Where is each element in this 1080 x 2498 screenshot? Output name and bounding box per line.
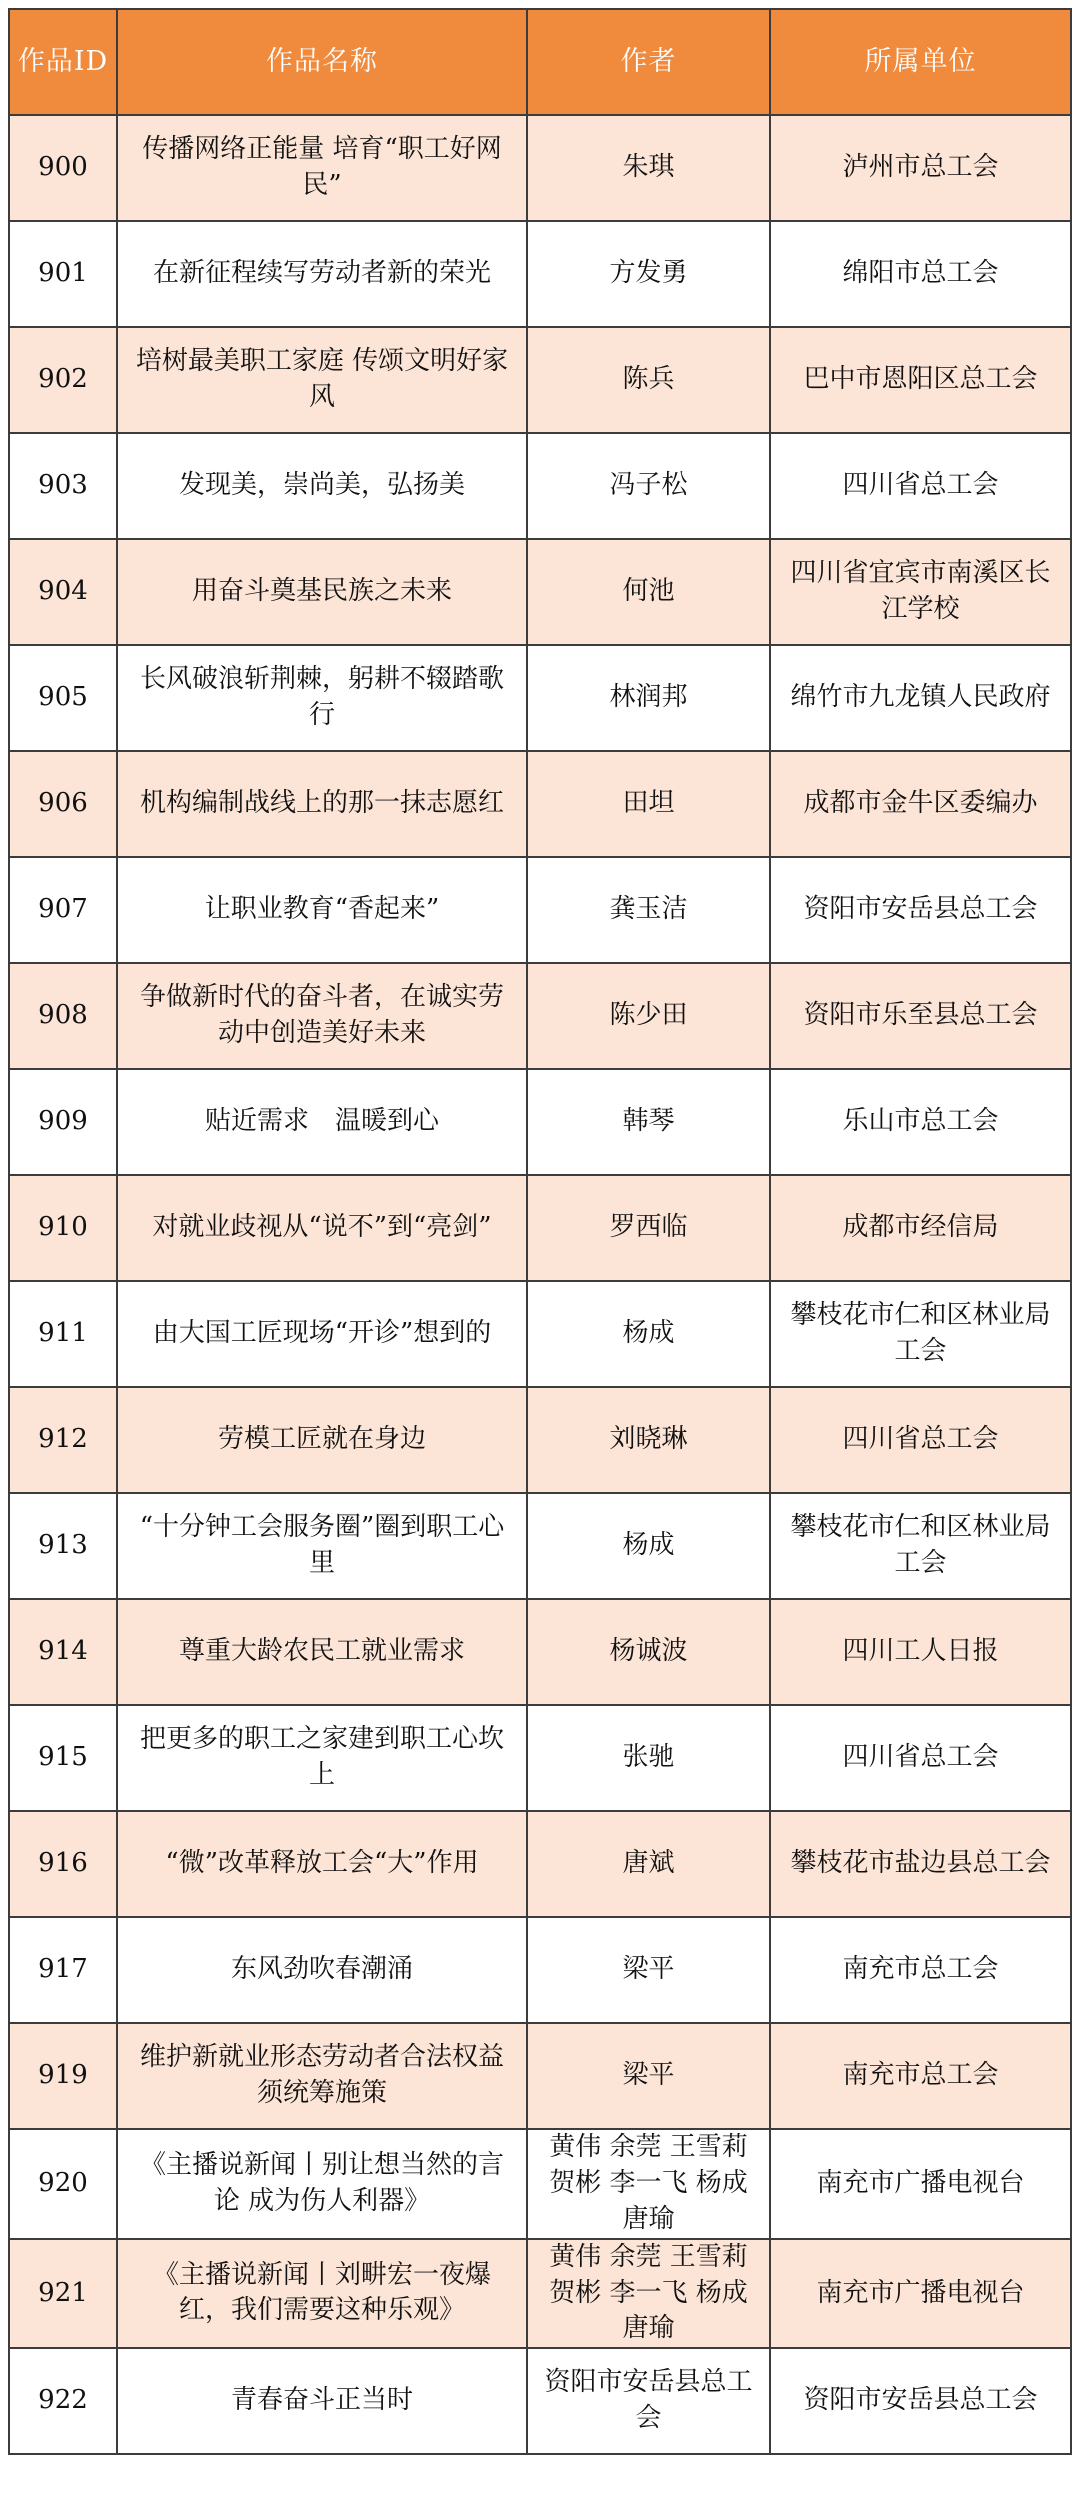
cell-title: 发现美，崇尚美，弘扬美	[117, 433, 527, 539]
cell-author: 韩琴	[527, 1069, 770, 1175]
header-author: 作者	[527, 9, 770, 115]
cell-unit: 资阳市乐至县总工会	[770, 963, 1071, 1069]
table-row	[9, 1705, 1071, 1811]
cell-id: 906	[9, 751, 117, 857]
table-row	[9, 1811, 1071, 1917]
table-row	[9, 1387, 1071, 1493]
cell-unit: 南充市总工会	[770, 1917, 1071, 2023]
header-title: 作品名称	[117, 9, 527, 115]
table-row	[9, 2239, 1071, 2349]
cell-title: 贴近需求 温暖到心	[117, 1069, 527, 1175]
cell-author: 朱琪	[527, 115, 770, 221]
table-header	[9, 9, 1071, 115]
header-id: 作品ID	[9, 9, 117, 115]
cell-id: 900	[9, 115, 117, 221]
cell-unit: 南充市广播电视台	[770, 2239, 1071, 2349]
cell-author: 冯子松	[527, 433, 770, 539]
cell-id: 921	[9, 2239, 117, 2349]
cell-author: 杨诚波	[527, 1599, 770, 1705]
cell-title: 东风劲吹春潮涌	[117, 1917, 527, 2023]
cell-unit: 成都市经信局	[770, 1175, 1071, 1281]
cell-title: 维护新就业形态劳动者合法权益须统筹施策	[117, 2023, 527, 2129]
cell-unit: 南充市广播电视台	[770, 2129, 1071, 2239]
cell-title: 让职业教育“香起来”	[117, 857, 527, 963]
cell-unit: 四川省总工会	[770, 1387, 1071, 1493]
cell-id: 917	[9, 1917, 117, 2023]
cell-author: 林润邦	[527, 645, 770, 751]
table-row	[9, 327, 1071, 433]
cell-unit: 资阳市安岳县总工会	[770, 857, 1071, 963]
cell-author: 龚玉洁	[527, 857, 770, 963]
cell-unit: 绵竹市九龙镇人民政府	[770, 645, 1071, 751]
table-row	[9, 221, 1071, 327]
cell-title: 《主播说新闻丨别让想当然的言论 成为伤人利器》	[117, 2129, 527, 2239]
cell-title: “微”改革释放工会“大”作用	[117, 1811, 527, 1917]
cell-id: 905	[9, 645, 117, 751]
cell-title: 尊重大龄农民工就业需求	[117, 1599, 527, 1705]
table-row	[9, 751, 1071, 857]
works-table	[8, 8, 1072, 2455]
cell-title: 培树最美职工家庭 传颂文明好家风	[117, 327, 527, 433]
cell-author: 黄伟 余莞 王雪莉 贺彬 李一飞 杨成 唐瑜	[527, 2239, 770, 2349]
table-row	[9, 857, 1071, 963]
cell-id: 904	[9, 539, 117, 645]
cell-author: 方发勇	[527, 221, 770, 327]
cell-title: 对就业歧视从“说不”到“亮剑”	[117, 1175, 527, 1281]
table-row	[9, 1599, 1071, 1705]
cell-id: 901	[9, 221, 117, 327]
cell-unit: 四川省总工会	[770, 1705, 1071, 1811]
cell-author: 黄伟 余莞 王雪莉 贺彬 李一飞 杨成 唐瑜	[527, 2129, 770, 2239]
cell-author: 陈少田	[527, 963, 770, 1069]
cell-unit: 成都市金牛区委编办	[770, 751, 1071, 857]
cell-title: 传播网络正能量 培育“职工好网民”	[117, 115, 527, 221]
cell-title: 在新征程续写劳动者新的荣光	[117, 221, 527, 327]
cell-title: 青春奋斗正当时	[117, 2348, 527, 2454]
cell-id: 913	[9, 1493, 117, 1599]
table-row	[9, 1917, 1071, 2023]
cell-unit: 攀枝花市仁和区林业局工会	[770, 1281, 1071, 1387]
cell-author: 梁平	[527, 1917, 770, 2023]
cell-author: 唐斌	[527, 1811, 770, 1917]
cell-unit: 攀枝花市仁和区林业局工会	[770, 1493, 1071, 1599]
cell-unit: 资阳市安岳县总工会	[770, 2348, 1071, 2454]
cell-unit: 四川省宜宾市南溪区长江学校	[770, 539, 1071, 645]
cell-id: 907	[9, 857, 117, 963]
cell-unit: 四川省总工会	[770, 433, 1071, 539]
table-row	[9, 539, 1071, 645]
cell-title: 争做新时代的奋斗者，在诚实劳动中创造美好未来	[117, 963, 527, 1069]
cell-unit: 巴中市恩阳区总工会	[770, 327, 1071, 433]
cell-id: 915	[9, 1705, 117, 1811]
table-row	[9, 963, 1071, 1069]
cell-id: 919	[9, 2023, 117, 2129]
cell-author: 杨成	[527, 1281, 770, 1387]
cell-id: 916	[9, 1811, 117, 1917]
cell-id: 910	[9, 1175, 117, 1281]
cell-author: 张驰	[527, 1705, 770, 1811]
cell-author: 杨成	[527, 1493, 770, 1599]
cell-unit: 泸州市总工会	[770, 115, 1071, 221]
cell-author: 何池	[527, 539, 770, 645]
cell-id: 903	[9, 433, 117, 539]
cell-title: “十分钟工会服务圈”圈到职工心里	[117, 1493, 527, 1599]
cell-author: 罗西临	[527, 1175, 770, 1281]
cell-id: 909	[9, 1069, 117, 1175]
cell-unit: 南充市总工会	[770, 2023, 1071, 2129]
cell-id: 920	[9, 2129, 117, 2239]
cell-title: 由大国工匠现场“开诊”想到的	[117, 1281, 527, 1387]
table-row	[9, 115, 1071, 221]
cell-title: 把更多的职工之家建到职工心坎上	[117, 1705, 527, 1811]
cell-id: 911	[9, 1281, 117, 1387]
cell-unit: 乐山市总工会	[770, 1069, 1071, 1175]
cell-title: 劳模工匠就在身边	[117, 1387, 527, 1493]
cell-unit: 四川工人日报	[770, 1599, 1071, 1705]
table-row	[9, 1175, 1071, 1281]
cell-title: 《主播说新闻丨刘畊宏一夜爆红，我们需要这种乐观》	[117, 2239, 527, 2349]
table-row	[9, 645, 1071, 751]
table-row	[9, 2348, 1071, 2454]
cell-id: 902	[9, 327, 117, 433]
header-row	[9, 9, 1071, 115]
cell-unit: 攀枝花市盐边县总工会	[770, 1811, 1071, 1917]
table-row	[9, 1493, 1071, 1599]
cell-author: 田坦	[527, 751, 770, 857]
cell-id: 908	[9, 963, 117, 1069]
cell-author: 梁平	[527, 2023, 770, 2129]
cell-title: 用奋斗奠基民族之未来	[117, 539, 527, 645]
table-row	[9, 2129, 1071, 2239]
cell-title: 长风破浪斩荆棘，躬耕不辍踏歌行	[117, 645, 527, 751]
table-row	[9, 1281, 1071, 1387]
cell-author: 陈兵	[527, 327, 770, 433]
cell-author: 资阳市安岳县总工会	[527, 2348, 770, 2454]
cell-id: 914	[9, 1599, 117, 1705]
cell-unit: 绵阳市总工会	[770, 221, 1071, 327]
table-row	[9, 1069, 1071, 1175]
header-unit: 所属单位	[770, 9, 1071, 115]
cell-title: 机构编制战线上的那一抹志愿红	[117, 751, 527, 857]
cell-id: 922	[9, 2348, 117, 2454]
table-row	[9, 2023, 1071, 2129]
cell-id: 912	[9, 1387, 117, 1493]
table-body	[9, 115, 1071, 2454]
table-row	[9, 433, 1071, 539]
cell-author: 刘晓琳	[527, 1387, 770, 1493]
